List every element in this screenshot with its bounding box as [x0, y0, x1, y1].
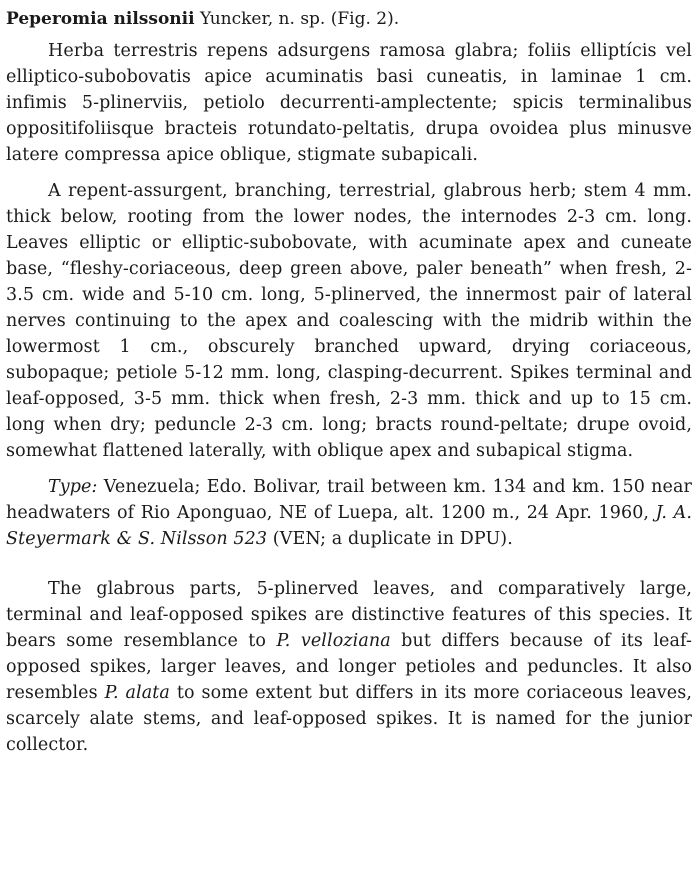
- species-heading: [6, 6, 692, 32]
- type-label: Type:: [48, 477, 98, 497]
- species-reference-alata: P. alata: [104, 683, 170, 703]
- type-collectors: J. A. Steyermark & S. Nilsson 523: [6, 503, 692, 549]
- type-specimen-paragraph: [6, 474, 692, 552]
- discussion-paragraph: [6, 576, 692, 758]
- discussion-text-2: but differs because of its leaf-opposed spikes, larger leaves, and longer petioles and peduncles. It also resembles: [6, 631, 692, 703]
- species-author-note: Yuncker, n. sp. (Fig. 2).: [194, 9, 400, 29]
- type-locality: Venezuela; Edo. Bolivar, trail between km. 134 and km. 150 near headwaters of Rio Aponguao, NE of Luepa, alt. 1200 m., 24 Apr. 1960,: [6, 477, 692, 523]
- type-herbarium: (VEN; a duplicate in DPU).: [267, 529, 513, 549]
- document-page: [6, 6, 692, 758]
- latin-diagnosis-paragraph: Herba terrestris repens adsurgens ramosa glabra; foliis elliptícis vel elliptico-subobovatis apice acuminatis basi cuneatis, in laminae 1 cm. infimis 5-plinerviis, petiolo decurrenti-amplectente; spicis terminalibus oppositifoliisque bracteis rotundato-peltatis, drupa ovoidea plus minusve latere compressa apice oblique, stigmate subapicali.: [6, 41, 692, 165]
- discussion-text-1: The glabrous parts, 5-plinerved leaves, and comparatively large, terminal and leaf-opposed spikes are distinctive features of this species. It bears some resemblance to: [6, 579, 692, 651]
- species-reference-velloziana: P. velloziana: [276, 631, 391, 651]
- discussion-text-3: to some extent but differs in its more coriaceous leaves, scarcely alate stems, and leaf-opposed spikes. It is named for the junior collector.: [6, 683, 692, 755]
- english-description-paragraph: A repent-assurgent, branching, terrestrial, glabrous herb; stem 4 mm. thick below, rooting from the lower nodes, the internodes 2-3 cm. long. Leaves elliptic or elliptic-subobovate, with acuminate apex and cuneate base, “fleshy-coriaceous, deep green above, paler beneath” when fresh, 2-3.5 cm. wide and 5-10 cm. long, 5-plinerved, the innermost pair of lateral nerves continuing to the apex and coalescing with the midrib within the lowermost 1 cm., obscurely branched upward, drying coriaceous, subopaque; petiole 5-12 mm. long, clasping-decurrent. Spikes terminal and leaf-opposed, 3-5 mm. thick when fresh, 2-3 mm. thick and up to 15 cm. long when dry; peduncle 2-3 cm. long; bracts round-peltate; drupe ovoid, somewhat flattened laterally, with oblique apex and subapical stigma.: [6, 181, 692, 461]
- species-name: Peperomia nilssonii: [6, 9, 195, 29]
